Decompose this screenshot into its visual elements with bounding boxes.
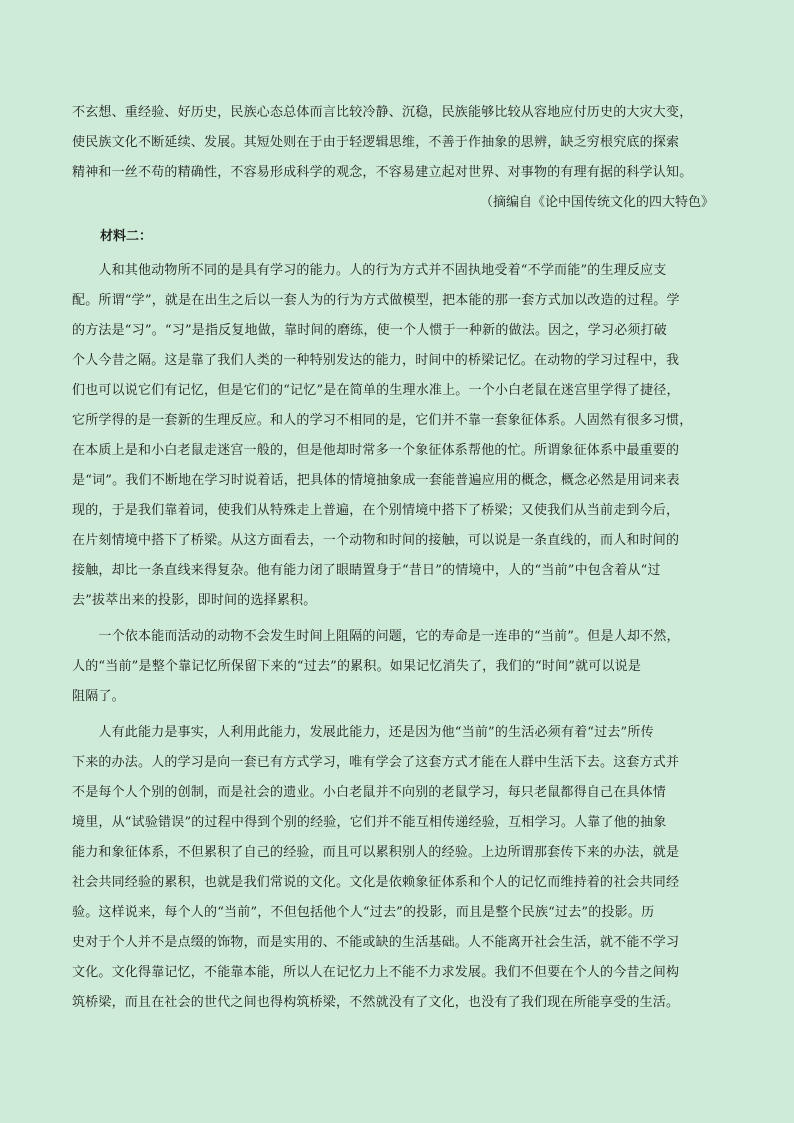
text-line: 下来的办法。人的学习是向一套已有方式学习，唯有学会了这套方式才能在人群中生活下去。这套方式并 bbox=[72, 755, 680, 770]
text-line: 筑桥梁，而且在社会的世代之间也得构筑桥梁，不然就没有了文化，也没有了我们现在所能享受的生活。 bbox=[72, 995, 680, 1010]
text-line: 阻隔了。 bbox=[72, 689, 125, 704]
text-line: 去”拔萃出来的投影，即时间的选择累积。 bbox=[72, 593, 317, 608]
text-line: 现的，于是我们靠着词，使我们从特殊走上普遍，在个别情境中搭下了桥梁；又使我们从当前走到今后， bbox=[72, 503, 680, 518]
text-line: 精神和一丝不苟的精确性，不容易形成科学的观念，不容易建立起对世界、对事物的有理有据的科学认知。 bbox=[72, 165, 693, 180]
text-line: 不玄想、重经验、好历史，民族心态总体而言比较冷静、沉稳，民族能够比较从容地应付历史的大灾大变， bbox=[72, 105, 693, 120]
text-line: 人有此能力是事实，人利用此能力，发展此能力，还是因为他“当前”的生活必须有着“过去”所传 bbox=[72, 725, 654, 740]
paragraph-1 bbox=[72, 256, 724, 616]
paragraph-2 bbox=[72, 622, 724, 712]
text-line: 能力和象征体系，不但累积了自己的经验，而且可以累积别人的经验。上边所谓那套传下来的办法，就是 bbox=[72, 845, 680, 860]
text-line: 的方法是“习”。“习”是指反复地做，靠时间的磨练，使一个人惯于一种新的做法。因之，学习必须打破 bbox=[72, 323, 667, 338]
text-line: 人的“当前”是整个靠记忆所保留下来的“过去”的累积。如果记忆消失了，我们的“时间”就可以说是 bbox=[72, 659, 642, 674]
text-line: 它所学得的是一套新的生理反应。和人的学习不相同的是，它们并不靠一套象征体系。人固然有很多习惯， bbox=[72, 413, 693, 428]
text-line: 境里，从“试验错误”的过程中得到个别的经验，它们并不能互相传递经验，互相学习。人靠了他的抽象 bbox=[72, 815, 667, 830]
text-line: 文化。文化得靠记忆，不能靠本能，所以人在记忆力上不能不力求发展。我们不但要在个人的今昔之间构 bbox=[72, 965, 680, 980]
text-line: 个人今昔之隔。这是靠了我们人类的一种特别发达的能力，时间中的桥梁记忆。在动物的学习过程中，我 bbox=[72, 353, 680, 368]
text-line: 史对于个人并不是点缀的饰物，而是实用的、不能或缺的生活基础。人不能离开社会生活，就不能不学习 bbox=[72, 935, 680, 950]
text-line: 配。所谓“学”，就是在出生之后以一套人为的行为方式做模型，把本能的那一套方式加以改造的过程。学 bbox=[72, 293, 680, 308]
text-line: 人和其他动物所不同的是具有学习的能力。人的行为方式并不固执地受着“不学而能”的生理反应支 bbox=[72, 263, 667, 278]
text-line: 不是每个人个别的创制，而是社会的遗业。小白老鼠并不向别的老鼠学习，每只老鼠都得自己在具体情 bbox=[72, 785, 667, 800]
text-line: 社会共同经验的累积，也就是我们常说的文化。文化是依赖象征体系和个人的记忆而维持着的社会共同经 bbox=[72, 875, 680, 890]
text-line: 在片刻情境中搭下了桥梁。从这方面看去，一个动物和时间的接触，可以说是一条直线的，而人和时间的 bbox=[72, 533, 680, 548]
text-line: 是“词”。我们不断地在学习时说着话，把具体的情境抽象成一套能普遍应用的概念，概念必然是用词来表 bbox=[72, 473, 680, 488]
text-line: 在本质上是和小白老鼠走迷宫一般的，但是他却时常多一个象征体系帮他的忙。所谓象征体系中最重要的 bbox=[72, 443, 680, 458]
text-line: 验。这样说来，每个人的“当前”，不但包括他个人“过去”的投影，而且是整个民族“过去”的投影。历 bbox=[72, 905, 655, 920]
paragraph-3 bbox=[72, 718, 724, 1018]
text-line: 们也可以说它们有记忆，但是它们的“记忆”是在简单的生理水准上。一个小白老鼠在迷宫里学得了捷径， bbox=[72, 383, 680, 398]
source-citation: （摘编自《论中国传统文化的四大特色》 bbox=[479, 195, 714, 210]
text-line: 接触，却比一条直线来得复杂。他有能力闭了眼睛置身于“昔日”的情境中，人的“当前”中包含着从“过 bbox=[72, 563, 661, 578]
material-two-heading: 材料二： bbox=[100, 229, 153, 244]
text-line: 使民族文化不断延续、发展。其短处则在于由于轻逻辑思维，不善于作抽象的思辨，缺乏穷根究底的探索 bbox=[72, 135, 680, 150]
text-line: 一个依本能而活动的动物不会发生时间上阻隔的问题，它的寿命是一连串的“当前”。但是人却不然， bbox=[72, 629, 680, 644]
document-page bbox=[72, 98, 724, 1018]
material-one-tail bbox=[72, 98, 724, 218]
